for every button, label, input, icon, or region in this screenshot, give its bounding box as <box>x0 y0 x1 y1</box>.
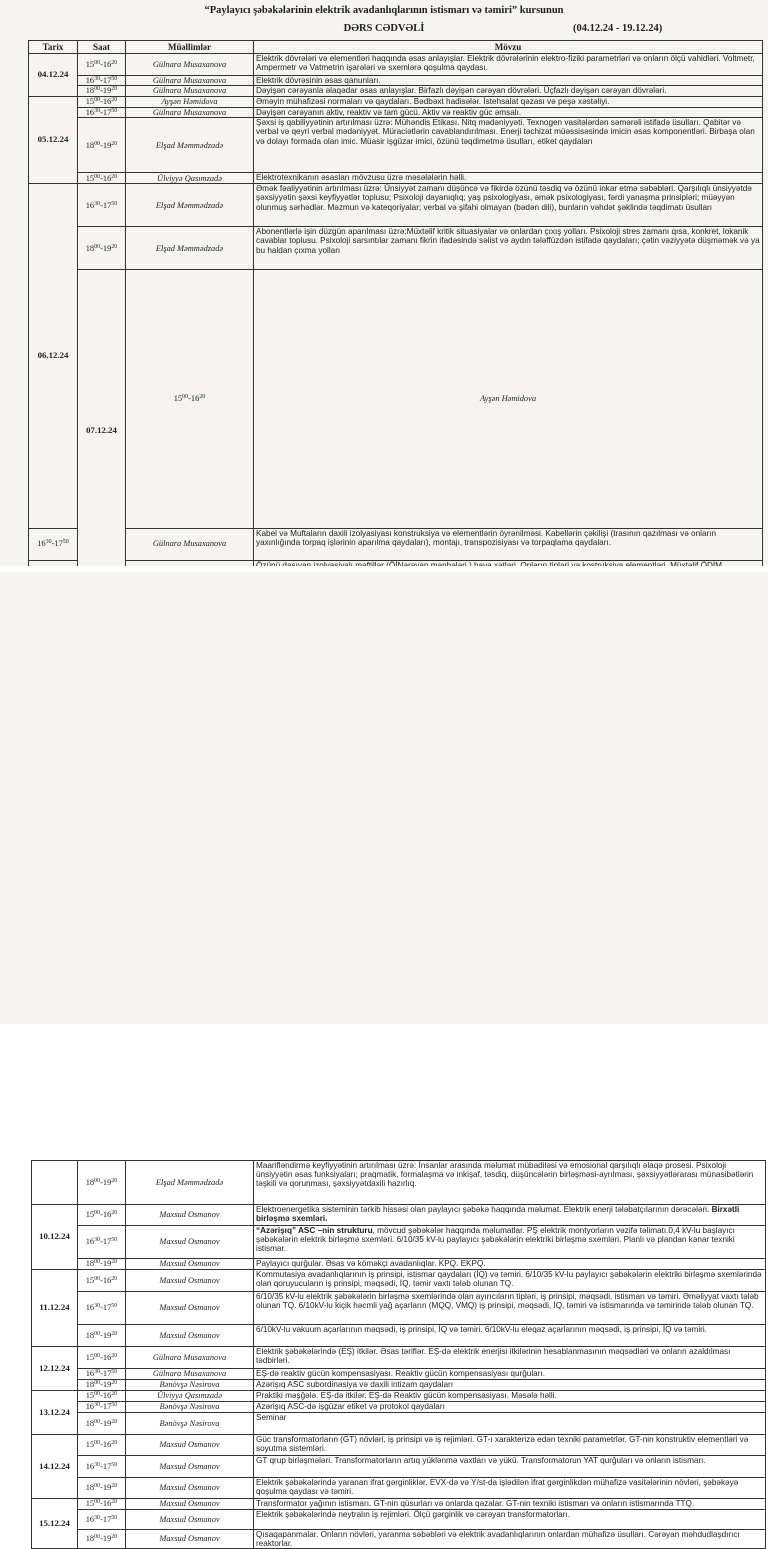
end-minute: 20 <box>111 243 118 250</box>
start-minute: 00 <box>94 173 101 180</box>
topic-text: Elektrik şəbəkələrində (EŞ) itkilər. Əsas təriflər. EŞ-də elektrik enerjisi itkilərinin hesablanmasının məqsədləri və onların azaldılması tədbirləri. <box>256 1347 731 1366</box>
start-hour: 15 <box>85 1440 95 1450</box>
topic-cell <box>254 54 763 76</box>
teacher-cell: Maxsud Osmanov <box>126 1325 254 1347</box>
start-hour: 18 <box>85 86 95 96</box>
topic-text: Praktiki məşğələ. EŞ-də itkilər. EŞ-də Reaktiv gücün kompensasiyası. Məsələ həlli. <box>256 1391 557 1400</box>
end-minute: 20 <box>111 1440 118 1447</box>
topic-cell <box>254 1325 766 1347</box>
end-minute: 20 <box>111 1259 118 1266</box>
time-cell: $16^{30}-17^{50}$ <box>78 1456 126 1478</box>
teacher-cell: Maxsud Osmanov <box>126 1205 254 1226</box>
end-minute: 20 <box>111 97 118 104</box>
topic-cell <box>254 1499 766 1510</box>
start-minute: 00 <box>94 1210 101 1217</box>
schedule-sheet-2 <box>0 572 768 1549</box>
start-minute: 00 <box>94 1352 101 1359</box>
end-hour: 16 <box>102 1440 112 1450</box>
end-minute: 20 <box>111 59 118 66</box>
end-minute: 20 <box>111 140 118 147</box>
end-minute: 20 <box>111 173 118 180</box>
end-minute: 20 <box>111 1499 118 1506</box>
start-hour: 16 <box>85 76 95 86</box>
end-minute: 50 <box>111 1237 118 1244</box>
start-minute: 30 <box>94 200 101 207</box>
teacher-cell: Gülnara Musaxanova <box>126 1347 254 1369</box>
start-hour: 16 <box>85 1237 95 1247</box>
time-cell: $16^{30}-17^{50}$ <box>78 1402 126 1413</box>
start-minute: 30 <box>94 76 101 83</box>
topic-text: Güc transformatorların (GT) növləri, iş prinsipi və iş rejimləri. GT-ı xarakterizə edən texniki parametrlər. GT-nin konstruktiv elementləri və soyutma sistemləri. <box>256 1435 749 1454</box>
schedule-row <box>29 54 763 76</box>
table-header-row <box>29 41 763 54</box>
topic-text: Transformator yağının istismarı. GT-nin qüsurları və onlarda qəzalar. GT-nin texniki istismarı və onların istismarında TTQ. <box>256 1499 695 1508</box>
time-cell: $15^{00}-16^{20}$ <box>78 1391 126 1402</box>
schedule-sheet-1 <box>0 0 768 566</box>
end-minute: 50 <box>111 76 118 83</box>
start-minute: 00 <box>94 1380 101 1387</box>
end-hour: 17 <box>102 76 112 86</box>
topic-text: Azərişıq ASC subordinasiya və daxili intizam qaydaları <box>256 1380 454 1389</box>
end-minute: 20 <box>111 1391 118 1398</box>
column-header-teacher: Müəllimlər <box>126 41 254 54</box>
topic-cell <box>254 1380 766 1391</box>
schedule-title: DƏRS CƏDVƏLİ <box>343 23 425 34</box>
date-cell: 05.12.24 <box>29 96 78 183</box>
teacher-cell: Maxsud Osmanov <box>126 1226 254 1259</box>
teacher-cell: Bənövşə Nəsirova <box>126 1413 254 1435</box>
time-cell: $16^{30}-17^{50}$ <box>78 107 126 117</box>
end-minute: 50 <box>62 539 69 546</box>
schedule-period: (04.12.24 - 19.12.24) <box>573 23 663 34</box>
end-hour: 16 <box>102 1275 112 1285</box>
end-hour: 16 <box>102 1352 112 1362</box>
topic-cell <box>254 1413 766 1435</box>
schedule-row <box>32 1478 766 1499</box>
start-hour: 18 <box>85 1483 95 1493</box>
start-minute: 00 <box>94 1275 101 1282</box>
schedule-row <box>32 1510 766 1530</box>
end-hour: 17 <box>102 200 112 210</box>
start-minute: 00 <box>94 1418 101 1425</box>
teacher-cell: Elşad Məmmədzadə <box>126 118 254 173</box>
end-hour: 16 <box>102 59 112 69</box>
start-hour: 18 <box>85 1330 95 1340</box>
topic-text: Elektrik şəbəkələrində yaranan ifrat gərginliklər. EVX-də və Y/st-da işlədilən ifrat gərginlikdən mühafizə vasitələrinin növləri, şəbəkəyə qoşulma qaydası və təmiri. <box>256 1478 739 1497</box>
topic-text: Maarifləndirmə keyfiyyətinin artırılması üzrə: İnsanlar arasında məlumat mübadiləsi və emosional qarşılıqlı əlaqə prosesi. Psixoloji ünsiyyətin əsas funksiyaları; praqmatik, formalaşma və inkişaf, təsdiq, düşüncələrin birləşməsi-ayrılması, şəxsiyyətlərarası münasibətlərin təşkili və qorunması, şəxsiyyətdaxili hazırlıq. <box>256 1161 754 1189</box>
schedule-row <box>32 1226 766 1259</box>
start-minute: 30 <box>94 1514 101 1521</box>
teacher-cell: Maxsud Osmanov <box>126 1435 254 1456</box>
start-minute: 00 <box>94 1483 101 1490</box>
time-cell: $15^{00}-16^{20}$ <box>78 96 126 107</box>
teacher-cell: Gülnara Musaxanova <box>126 86 254 96</box>
topic-text: Elektrotexnikanın əsasları mövzusu üzrə məsələlərin həlli. <box>256 173 467 183</box>
time-cell: $18^{00}-19^{20}$ <box>78 1530 126 1549</box>
start-minute: 30 <box>45 539 52 546</box>
teacher-cell: Maxsud Osmanov <box>126 1510 254 1530</box>
start-hour: 18 <box>85 1259 95 1269</box>
start-hour: 15 <box>173 394 183 404</box>
start-hour: 16 <box>85 1514 95 1524</box>
time-cell: $15^{00}-16^{20}$ <box>78 173 126 184</box>
teacher-cell: Maxsud Osmanov <box>126 1530 254 1549</box>
schedule-row <box>29 76 763 86</box>
schedule-row <box>32 1205 766 1226</box>
time-cell: $16^{30}-17^{50}$ <box>78 1510 126 1530</box>
topic-text: Əməyin mühafizəsi normaları və qaydaları. Bədbəxt hadisələr. İstehsalat qəzası və peşə xəstəliyi. <box>256 96 610 106</box>
end-minute: 50 <box>111 107 118 114</box>
date-cell: 07.12.24 <box>78 270 126 592</box>
teacher-cell: Ayşən Həmidova <box>254 270 763 528</box>
start-hour: 18 <box>85 243 95 253</box>
topic-cell <box>254 118 763 173</box>
end-hour: 17 <box>102 1461 112 1471</box>
time-cell: $18^{00}-19^{20}$ <box>78 1380 126 1391</box>
topic-text: Şəxsi iş qabiliyyətinin artırılması üzrə: Mühəndis Etikası. Nitq mədəniyyəti. Texnogen vasitələrdən səmərəli istifadə üsulları. Qabitər və verbal və qeyri verbal mədəniyyət. Müraciətlərin cavablandırılması. Enerji təchizat müəssisəsində imicin əsas komponentləri. Birbaşa olan və dolayı formada olan imic. Müasir işgüzar imici, özünü təqdimetmə üsulları, etiket qaydaları <box>256 118 755 146</box>
schedule-row <box>29 107 763 117</box>
end-hour: 19 <box>102 140 112 150</box>
date-cell: 13.12.24 <box>32 1391 78 1435</box>
start-hour: 16 <box>85 1369 95 1379</box>
teacher-cell: Maxsud Osmanov <box>126 1259 254 1270</box>
start-hour: 16 <box>85 200 95 210</box>
start-hour: 16 <box>85 1303 95 1313</box>
time-cell: $15^{00}-16^{20}$ <box>78 1347 126 1369</box>
end-hour: 16 <box>102 1210 112 1220</box>
start-minute: 00 <box>94 97 101 104</box>
start-hour: 15 <box>85 1352 95 1362</box>
schedule-row <box>29 528 763 560</box>
topic-cell <box>254 86 763 96</box>
end-hour: 16 <box>102 97 112 107</box>
column-header-time: Saat <box>78 41 126 54</box>
topic-text: 6/10/35 kV-lu elektrik şəbəkələrin birləşmə sxemlərində olan ayırıcıların tipləri, iş prinsipi, məqsədi, istismarı və təmiri. Əməliyyat vaxtı tələb olunan TQ. 6/10kV-lu kiçik həcmli yağ açarların (MQQ, VMQ) iş prinsipi, məqsədi, İQ, təmiri və istismarında və təmirində tələb olunan TQ. <box>256 1292 759 1311</box>
topic-cell <box>254 107 763 117</box>
end-hour: 17 <box>102 107 112 117</box>
schedule-row <box>32 1259 766 1270</box>
start-minute: 30 <box>94 1303 101 1310</box>
start-hour: 18 <box>85 1534 95 1544</box>
start-hour: 15 <box>85 1275 95 1285</box>
time-cell: $18^{00}-19^{20}$ <box>78 1161 126 1205</box>
topic-text: , mövcud şəbəkələr haqqında məlumatlar. PŞ elektrik montyorların vəzifə təlimatı.0,4 kV-lu başlayıcı şəbəkələrin elektrik birləşmə sxemləri. 6/10/35 kV-lu paylayıcı şəbəkələrin elektriki birləşmə sxemləri. Planlı və plandan kənar texniki istismar. <box>256 1226 735 1254</box>
start-minute: 00 <box>94 1259 101 1266</box>
topic-cell <box>254 227 763 270</box>
end-hour: 19 <box>102 1418 112 1428</box>
teacher-cell: Gülnara Musaxanova <box>126 107 254 117</box>
time-cell: $15^{00}-16^{20}$ <box>78 54 126 76</box>
end-minute: 20 <box>111 1330 118 1337</box>
topic-cell <box>254 173 763 184</box>
schedule-row <box>29 227 763 270</box>
schedule-row <box>32 1325 766 1347</box>
start-hour: 18 <box>85 1418 95 1428</box>
topic-cell <box>254 1435 766 1456</box>
teacher-cell: Bənövşə Nəsirova <box>126 1380 254 1391</box>
schedule-row <box>32 1380 766 1391</box>
end-hour: 17 <box>102 1303 112 1313</box>
topic-text: Elektroenergetika sisteminin tərkib hissəsi olan paylayıcı şəbəkə haqqında məlumat. Elektrik enerji tələbatçılarının dərəcələri. <box>256 1205 710 1214</box>
start-minute: 00 <box>94 1499 101 1506</box>
end-minute: 20 <box>111 1380 118 1387</box>
end-hour: 19 <box>102 1534 112 1544</box>
topic-text: Əmək fəaliyyətinin artırılması üzrə: Ünsiyyət zamanı düşüncə və fikirdə özünü təsdiq və özünü inkar etmə səbəbləri. Qarşılıqlı ünsiyyətdə şəxsiyyətin şəxsi keyfiyyətlər toplusu; Psixoloji dayanıqlıq; yaş psixologiyası, əmək psixologiyası, fərdi yanaşma prinsipləri; müəyyən olunmuş sərhədlər. Məzmun və kateqoriyalar; verbal və şifahi olmayan (bədən dili), bunların vəhdət şəklində təqdimatı üsulları <box>256 184 752 212</box>
time-cell: $18^{00}-19^{20}$ <box>78 1478 126 1499</box>
teacher-cell: Maxsud Osmanov <box>126 1478 254 1499</box>
schedule-row <box>32 1270 766 1292</box>
date-cell: 14.12.24 <box>32 1435 78 1499</box>
start-minute: 30 <box>94 1369 101 1376</box>
topic-cell <box>254 1402 766 1413</box>
schedule-table-2 <box>31 1160 766 1549</box>
topic-text: Dəyişən cərəyanın aktiv, reaktiv və tam gücü. Aktiv və reaktiv güc əmsalı. <box>256 107 522 117</box>
schedule-row <box>32 1402 766 1413</box>
start-hour: 15 <box>85 173 95 183</box>
start-hour: 15 <box>85 1499 95 1509</box>
end-hour: 19 <box>102 1380 112 1390</box>
topic-text: Dəyişən cərəyanla əlaqədar əsas anlayışlar. Birfazlı dəyişən cərəyan dövrələri. Üçfazlı dəyişən cərəyan dövrələri. <box>256 86 667 96</box>
topic-text: Azərişıq ASC-də işgüzar etiket və protokol qaydaları <box>256 1402 445 1411</box>
topic-cell <box>254 1259 766 1270</box>
schedule-row <box>32 1456 766 1478</box>
end-hour: 17 <box>102 1369 112 1379</box>
end-minute: 50 <box>111 1514 118 1521</box>
topic-cell <box>254 1456 766 1478</box>
teacher-cell: Elşad Məmmədzadə <box>126 227 254 270</box>
end-minute: 20 <box>111 1534 118 1541</box>
topic-cell <box>254 1478 766 1499</box>
end-minute: 50 <box>111 1402 118 1409</box>
teacher-cell: Maxsud Osmanov <box>126 1456 254 1478</box>
start-minute: 00 <box>94 1330 101 1337</box>
topic-text: Elektrik şəbəkələrində neytralın iş rejimləri. Ölçü gərginlik və cərəyan transformatorları. <box>256 1510 570 1519</box>
start-hour: 15 <box>85 1210 95 1220</box>
topic-cell <box>254 1347 766 1369</box>
end-minute: 50 <box>111 1369 118 1376</box>
start-hour: 18 <box>85 140 95 150</box>
topic-text: Qısaqapanmalar. Onların növləri, yaranma səbəbləri və elektrik avadanlıqlarının onlardan mühafizə üsulları. Cərəyan məhdudlaşdırıcı reaktorlar. <box>256 1530 740 1549</box>
start-minute: 30 <box>94 107 101 114</box>
schedule-row <box>32 1413 766 1435</box>
schedule-row <box>29 118 763 173</box>
end-hour: 19 <box>102 1483 112 1493</box>
time-cell: $18^{00}-19^{20}$ <box>78 86 126 96</box>
time-cell: $16^{30}-17^{50}$ <box>78 1226 126 1259</box>
end-hour: 16 <box>102 1391 112 1401</box>
topic-text: Paylayıcı qurğular. Əsas və köməkçi avadanlıqlar. KPQ. EKPQ. <box>256 1259 486 1268</box>
schedule-row <box>29 86 763 96</box>
time-cell: $16^{30}-17^{50}$ <box>29 528 78 560</box>
start-minute: 30 <box>94 1402 101 1409</box>
teacher-cell: Maxsud Osmanov <box>126 1499 254 1510</box>
teacher-cell: Ülviyyə Qasımzadə <box>126 173 254 184</box>
end-hour: 17 <box>102 1237 112 1247</box>
time-cell: $15^{00}-16^{20}$ <box>78 1435 126 1456</box>
time-cell: $18^{00}-19^{20}$ <box>78 227 126 270</box>
end-minute: 20 <box>199 394 206 401</box>
topic-text: GT qrup birləşmələri. Transformatorların artıq yüklənmə vaxtları və yükü. Transformatorun YAT qurğuları və onların istismarı. <box>256 1456 706 1465</box>
start-minute: 00 <box>94 59 101 66</box>
start-minute: 00 <box>94 1534 101 1541</box>
end-minute: 50 <box>111 1461 118 1468</box>
start-hour: 16 <box>85 1461 95 1471</box>
schedule-row <box>29 173 763 184</box>
topic-cell <box>254 1391 766 1402</box>
teacher-cell: Ayşən Həmidova <box>126 96 254 107</box>
time-cell: $15^{00}-16^{20}$ <box>78 1499 126 1510</box>
teacher-cell: Maxsud Osmanov <box>126 1292 254 1325</box>
teacher-cell: Elşad Məmmədzadə <box>126 1161 254 1205</box>
start-hour: 16 <box>37 539 46 549</box>
time-cell: $16^{30}-17^{50}$ <box>78 184 126 227</box>
time-cell: $18^{00}-19^{20}$ <box>78 118 126 173</box>
date-cell: 06.12.24 <box>29 184 78 528</box>
teacher-cell: Gülnara Musaxanova <box>126 1369 254 1380</box>
end-minute: 50 <box>111 200 118 207</box>
schedule-row <box>32 1435 766 1456</box>
topic-cell <box>254 528 763 560</box>
end-hour: 19 <box>102 243 112 253</box>
time-cell: $18^{00}-19^{20}$ <box>78 1325 126 1347</box>
start-hour: 15 <box>85 97 95 107</box>
date-cell: 11.12.24 <box>32 1270 78 1347</box>
end-minute: 20 <box>111 1352 118 1359</box>
date-cell: 12.12.24 <box>32 1347 78 1391</box>
topic-cell <box>254 96 763 107</box>
end-minute: 50 <box>111 1303 118 1310</box>
start-minute: 00 <box>94 1440 101 1447</box>
topic-cell <box>254 1292 766 1325</box>
teacher-cell: Ülviyyə Qasımzadə <box>126 1391 254 1402</box>
start-hour: 18 <box>85 1380 95 1390</box>
teacher-cell: Maxsud Osmanov <box>126 1270 254 1292</box>
end-hour: 19 <box>102 1177 112 1187</box>
topic-cell <box>254 1510 766 1530</box>
course-title: “Paylayıcı şəbəkələrinin elektrik avadanlıqlarının istismarı və təmiri” kursunun <box>204 5 564 16</box>
topic-cell <box>254 1205 766 1226</box>
time-cell: $18^{00}-19^{20}$ <box>78 1413 126 1435</box>
schedule-row <box>29 96 763 107</box>
teacher-cell: Gülnara Musaxanova <box>126 528 254 560</box>
start-minute: 30 <box>94 1461 101 1468</box>
start-minute: 00 <box>94 140 101 147</box>
topic-lead: “Azərişıq” ASC –nin strukturu <box>256 1226 373 1235</box>
time-cell: $15^{00}-16^{20}$ <box>78 1205 126 1226</box>
schedule-row <box>32 1530 766 1549</box>
start-minute: 00 <box>182 394 189 401</box>
end-minute: 20 <box>111 1210 118 1217</box>
date-cell: 04.12.24 <box>29 54 78 97</box>
time-cell: $16^{30}-17^{50}$ <box>78 1292 126 1325</box>
end-hour: 19 <box>102 1330 112 1340</box>
topic-cell <box>254 1270 766 1292</box>
end-hour: 17 <box>102 1514 112 1524</box>
start-hour: 18 <box>85 1177 95 1187</box>
start-hour: 15 <box>85 1391 95 1401</box>
schedule-row <box>32 1369 766 1380</box>
end-hour: 17 <box>102 1402 112 1412</box>
teacher-cell: Gülnara Musaxanova <box>126 54 254 76</box>
start-minute: 00 <box>94 1177 101 1184</box>
topic-cell <box>254 1161 766 1205</box>
schedule-row <box>29 184 763 227</box>
time-cell: $16^{30}-17^{50}$ <box>78 1369 126 1380</box>
end-minute: 20 <box>111 1177 118 1184</box>
end-hour: 16 <box>102 1499 112 1509</box>
topic-cell <box>254 1530 766 1549</box>
topic-text: Kabel və Muftaların daxili izolyasiyası konstruksiya və elementlərin öyrənilməsi. Kabellərin çəkilişi (trasının qazılması və onların yaxınlığında torpaq işlərinin aparılma qaydaları), montajı, transpozisiyası və torpaqlama qaydaları. <box>256 528 717 547</box>
start-minute: 00 <box>94 86 101 93</box>
topic-cell <box>254 76 763 86</box>
start-minute: 30 <box>94 1237 101 1244</box>
topic-text: 6/10kV-lu vakuum açarlarının məqsədi, iş prinsipi, İQ və təmiri. 6/10kV-lu eleqaz açarlarının məqsədi, iş prinsipi, İQ və təmiri. <box>256 1325 707 1334</box>
end-hour: 19 <box>102 86 112 96</box>
end-minute: 20 <box>111 1418 118 1425</box>
end-minute: 20 <box>111 1275 118 1282</box>
start-minute: 00 <box>94 1391 101 1398</box>
end-hour: 16 <box>102 173 112 183</box>
topic-text: Abonentlərlə işin düzgün aparılması üzrə:Müxtəlif kritik situasiyalar və onlardan çıxış yolları. Psixoloji stres zamanı qısa, konkret, lokanik cavablar toplusu. Psixoloji sarsıntılar zamanı fikrin ifadəsində səlist və aydın tələffüzdən istifadə qaydaları; çətin vəziyyətə düşməmək və ya bu haldan çıxma yolları <box>256 227 760 255</box>
teacher-cell: Bənövşə Nəsirova <box>126 1402 254 1413</box>
schedule-row <box>29 270 763 528</box>
topic-text: Elektrik dövrələri və elementləri haqqında əsas anlayışlar. Elektrik dövrələrinin elektro-fiziki parametrləri və onların ölçü vahidləri. Voltmetr, Ampermetr və Vatmetrin işarələri və sxemlərə qoşulma qaydası. <box>256 54 755 73</box>
end-minute: 20 <box>111 1483 118 1490</box>
topic-cell <box>254 1369 766 1380</box>
time-cell: $15^{00}-16^{20}$ <box>126 270 254 528</box>
schedule-row <box>32 1292 766 1325</box>
column-header-topic: Mövzu <box>254 41 763 54</box>
end-hour: 19 <box>102 1259 112 1269</box>
start-minute: 00 <box>94 243 101 250</box>
time-cell: $18^{00}-19^{20}$ <box>78 1259 126 1270</box>
topic-cell <box>254 1226 766 1259</box>
end-hour: 16 <box>190 394 200 404</box>
column-header-date: Tarix <box>29 41 78 54</box>
topic-text: Kommutasiya avadanlıqlarının iş prinsipi, istismar qaydaları (İQ) və təmiri. 6/10/35 kV-lu paylayıcı şəbəkələrin elektriki birləşmə sxemlərində olan qoruyucuların iş prinsipi, məqsədi, İQ, təmir vaxtı tələb olunan TQ. <box>256 1270 762 1289</box>
end-minute: 20 <box>111 86 118 93</box>
date-cell: 10.12.24 <box>32 1205 78 1270</box>
topic-cell <box>254 184 763 227</box>
time-cell: $15^{00}-16^{20}$ <box>78 1270 126 1292</box>
end-hour: 17 <box>54 539 63 549</box>
topic-text: Seminar <box>256 1413 287 1422</box>
schedule-row <box>32 1161 766 1205</box>
topic-emphasis: Birxətli birləşmə sxemləri. <box>256 1205 740 1224</box>
start-hour: 16 <box>85 1402 95 1412</box>
teacher-cell: Elşad Məmmədzadə <box>126 184 254 227</box>
date-cell: 15.12.24 <box>32 1499 78 1549</box>
topic-text: EŞ-də reaktiv gücün kompensasiyası. Reaktiv gücün kompensasiyası qurğuları. <box>256 1369 545 1378</box>
schedule-row <box>32 1391 766 1402</box>
date-cell <box>32 1161 78 1205</box>
schedule-row <box>32 1347 766 1369</box>
time-cell: $16^{30}-17^{50}$ <box>78 76 126 86</box>
schedule-row <box>32 1499 766 1510</box>
start-hour: 16 <box>85 107 95 117</box>
topic-text: Elektrik dövrəsinin əsas qanunları. <box>256 76 381 86</box>
start-hour: 15 <box>85 59 95 69</box>
teacher-cell: Gülnara Musaxanova <box>126 76 254 86</box>
